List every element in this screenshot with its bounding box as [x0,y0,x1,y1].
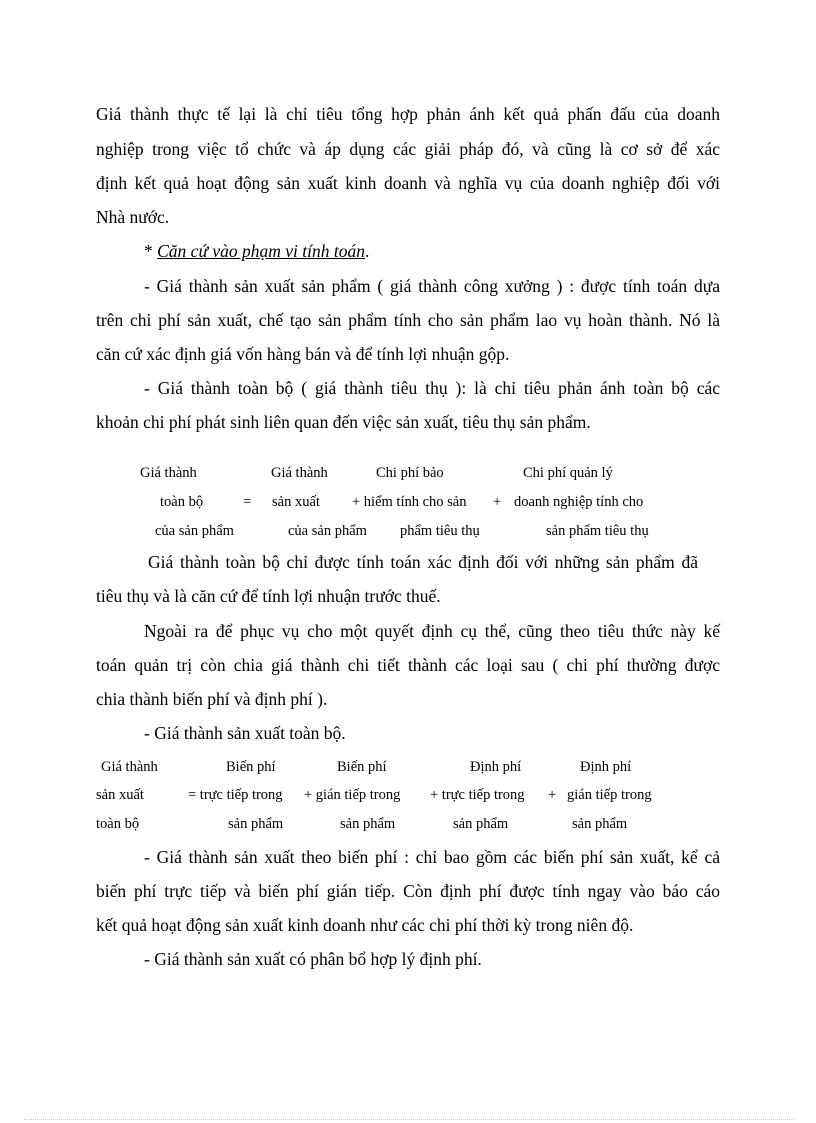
formula-term: của sản phẩm [155,523,234,539]
text-line: Giá thành thực tế lại là chỉ tiêu tổng hợp phản ánh kết quả phấn đấu của doanh [96,104,720,124]
text-line: Nhà nước. [96,207,170,227]
text-line: trên chi phí sản xuất, chế tạo sản phẩm tính cho sản phẩm lao vụ hoàn thành. Nó là [96,310,720,330]
text-line: kết quả hoạt động sản xuất kinh doanh như các chi phí thời kỳ trong niên độ. [96,915,634,935]
formula-term: Biến phí [226,759,276,775]
text-line: Ngoài ra để phục vụ cho một quyết định cụ thể, cũng theo tiêu thức này kế [144,621,720,641]
formula-term: sản xuất [96,787,144,803]
formula-term: Định phí [580,759,632,775]
formula-term: sản xuất [272,494,320,510]
formula-term: + gián tiếp trong [304,787,401,803]
formula-term: Biến phí [337,759,387,775]
formula-term: sản phẩm tiêu thụ [546,523,649,539]
text-line: biến phí trực tiếp và biến phí gián tiếp. Còn định phí được tính ngay vào báo cáo [96,881,720,901]
formula-operator: = [243,494,252,510]
formula-term: + hiểm tính cho sản [352,494,467,510]
text-line: tiêu thụ và là căn cứ để tính lợi nhuận trước thuế. [96,586,441,606]
text-line: định kết quả hoạt động sản xuất kinh doanh và nghĩa vụ của doanh nghiệp đối với [96,173,720,193]
formula-term: phẩm tiêu thụ [400,523,480,539]
text-line: - Giá thành sản xuất sản phẩm ( giá thành công xưởng ) : được tính toán dựa [144,276,720,296]
formula-term: Định phí [470,759,522,775]
formula-term: của sản phẩm [288,523,367,539]
text-line: khoản chi phí phát sinh liên quan đến việc sản xuất, tiêu thụ sản phẩm. [96,412,591,432]
formula-term: Giá thành [101,759,158,775]
formula-term: + trực tiếp trong [430,787,525,803]
heading-suffix: . [364,241,370,261]
formula-term: sản phẩm [228,816,284,832]
formula-term: sản phẩm [453,816,509,832]
text-line: nghiệp trong việc tổ chức và áp dụng các giải pháp đó, và cũng là cơ sở để xác [96,139,720,159]
page-bottom-rule [24,1119,794,1120]
formula-term: Giá thành [271,465,328,481]
formula-term: gián tiếp trong [567,787,652,803]
formula-term: = trực tiếp trong [188,787,283,803]
text-line: toán quản trị còn chia giá thành chi tiết thành các loại sau ( chi phí thường được [96,655,720,675]
text-line: căn cứ xác định giá vốn hàng bán và để tính lợi nhuận gộp. [96,344,510,364]
heading-text: Căn cứ vào phạm vi tính toán [157,241,365,261]
heading-prefix: * [144,241,158,261]
formula-term: Chi phí quản lý [523,465,613,481]
item-allocated-fixed-cost: - Giá thành sản xuất có phân bổ hợp lý định phí. [144,949,482,969]
formula-term: sản phẩm [340,816,396,832]
item-full-production: - Giá thành sản xuất toàn bộ. [144,723,346,743]
formula-term: Giá thành [140,465,197,481]
section-heading [144,240,369,262]
formula-term: toàn bộ [160,494,204,510]
text-line: - Giá thành toàn bộ ( giá thành tiêu thụ ): là chỉ tiêu phản ánh toàn bộ các [144,378,720,398]
formula-term: sản phẩm [572,816,628,832]
formula-operator: + [548,787,557,803]
text-line: chia thành biến phí và định phí ). [96,689,328,709]
text-line: - Giá thành sản xuất theo biến phí : chỉ bao gồm các biến phí sản xuất, kể cả [144,847,720,867]
formula-operator: + [493,494,502,510]
text-line: Giá thành toàn bộ chỉ được tính toán xác định đối với những sản phẩm đã [148,552,698,572]
formula-term: Chi phí bảo [376,465,444,481]
formula-term: doanh nghiệp tính cho [514,494,644,510]
formula-term: toàn bộ [96,816,140,832]
